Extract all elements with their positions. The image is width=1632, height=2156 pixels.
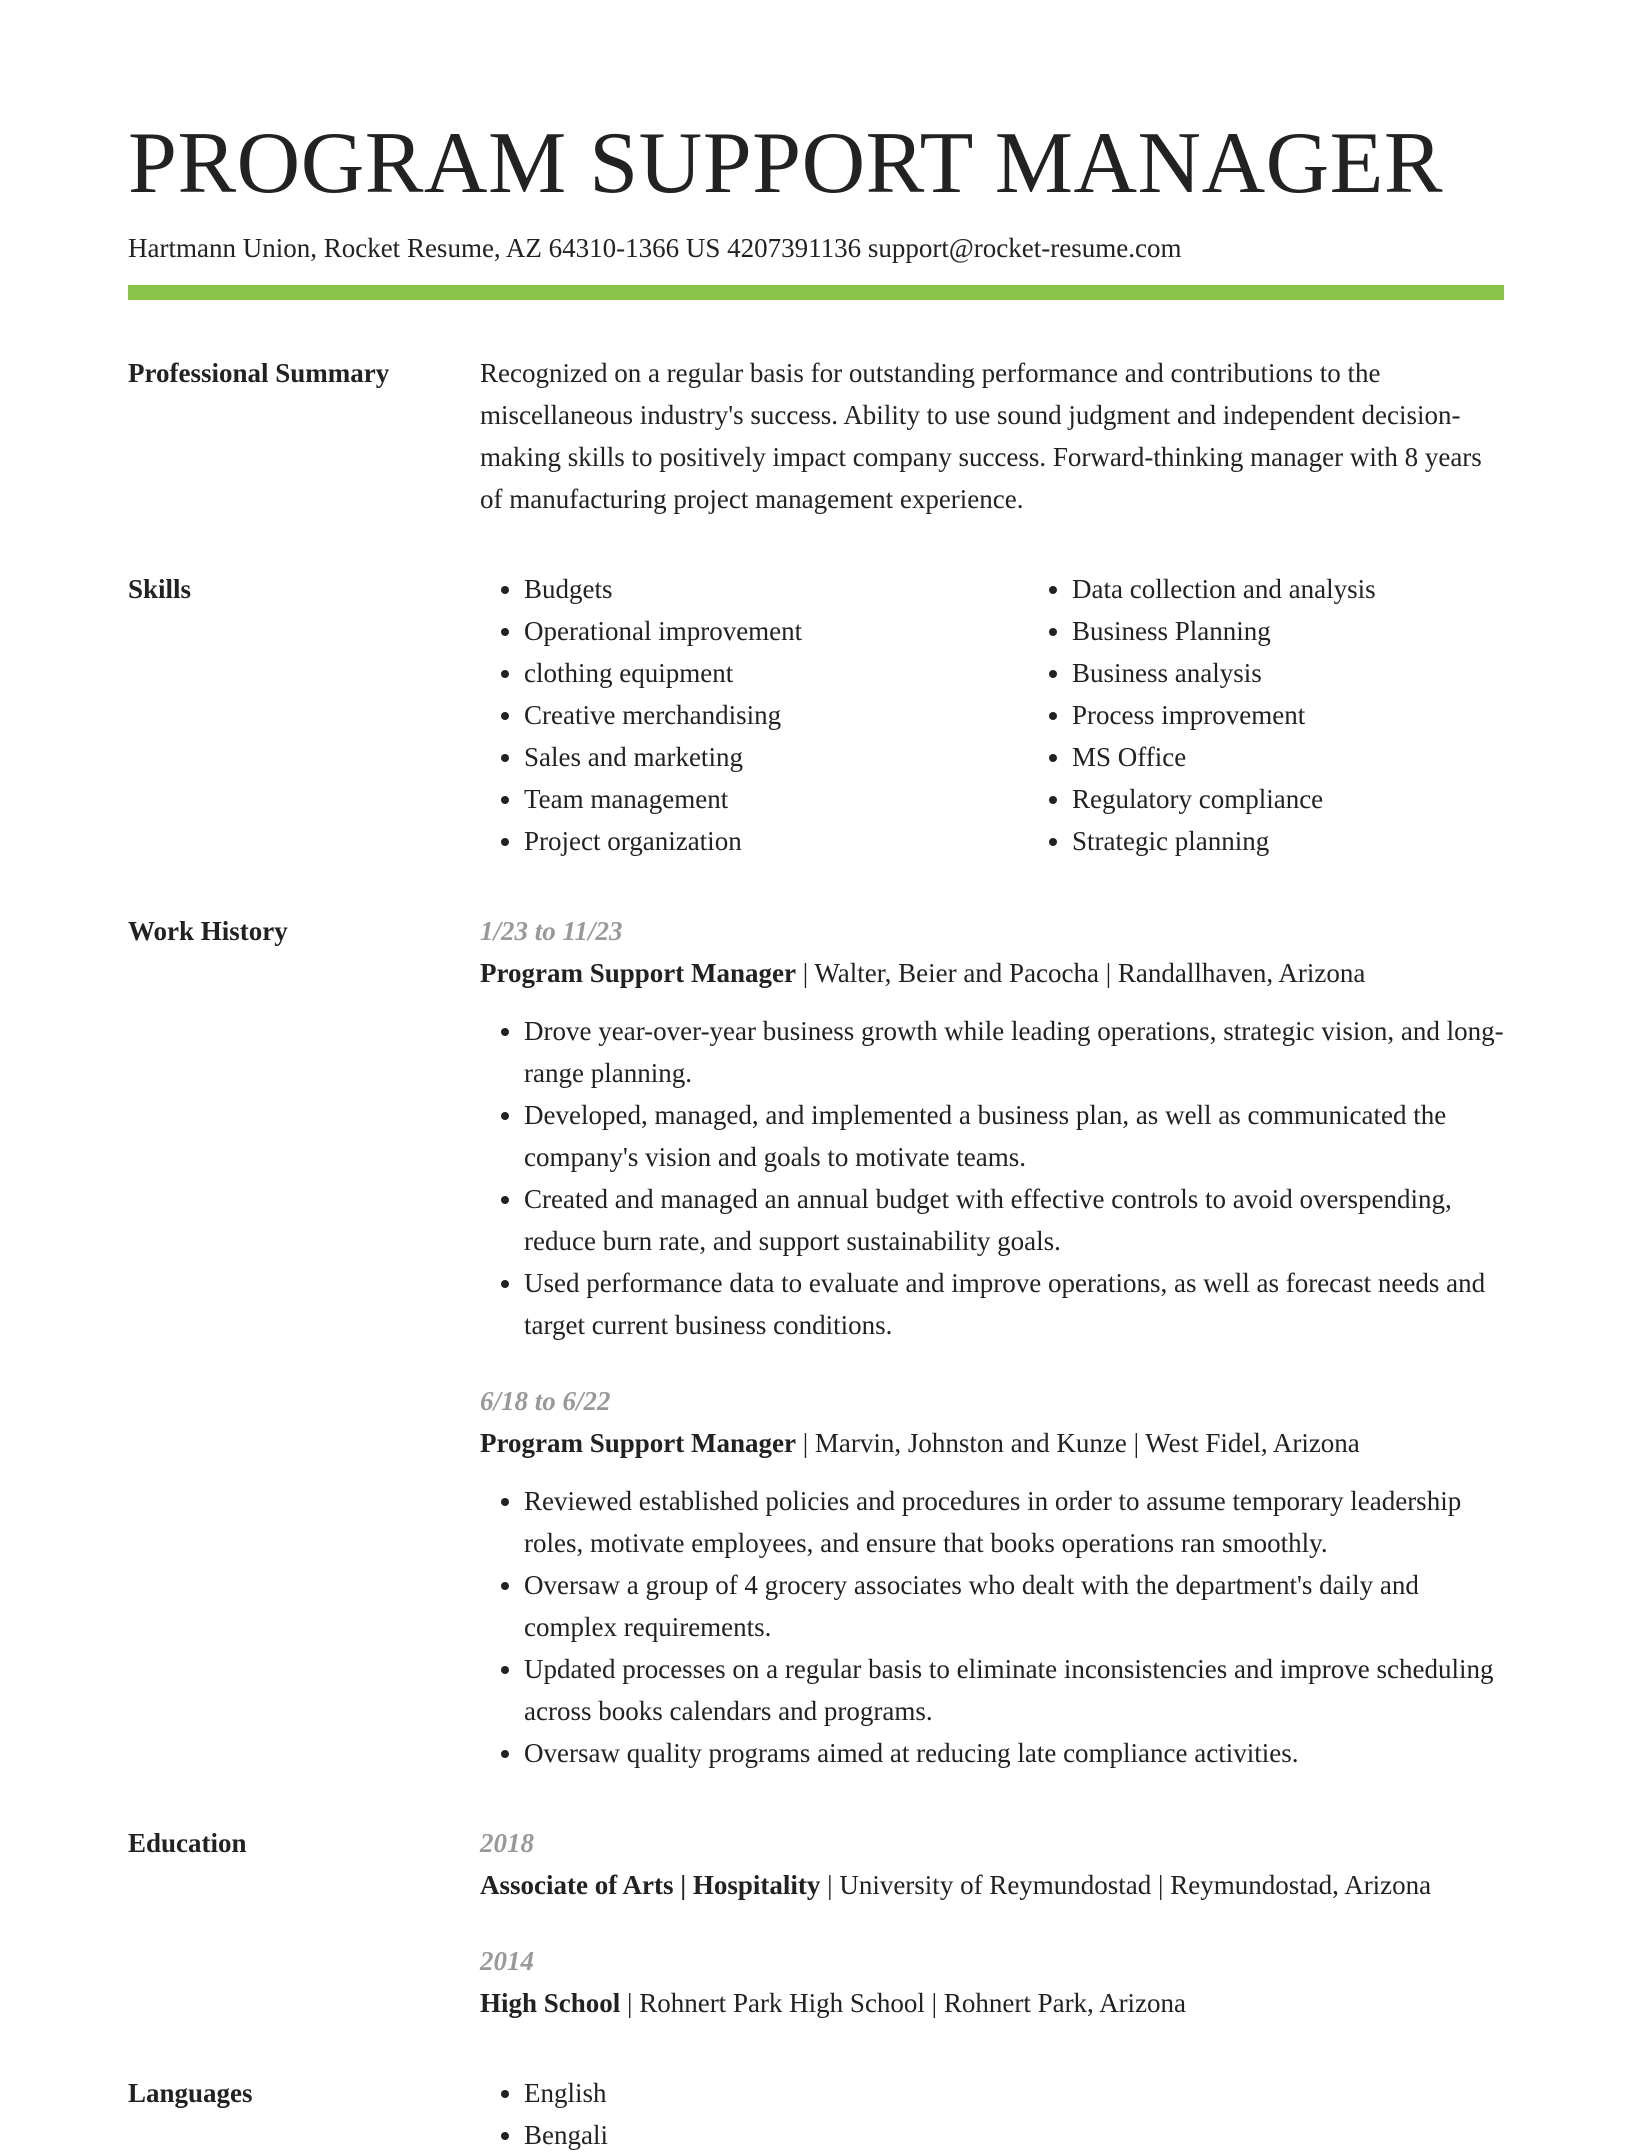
skill-item: • Regulatory compliance bbox=[1072, 778, 1576, 820]
job-role-line bbox=[480, 1422, 1504, 1464]
job-employer-location: | Walter, Beier and Pacocha | Randallhaven, Arizona bbox=[795, 957, 1366, 988]
skill-item: • Creative merchandising bbox=[524, 694, 1028, 736]
job-bullet: • Developed, managed, and implemented a business plan, as well as communicated the company's vision and goals to motivate teams. bbox=[524, 1094, 1504, 1178]
job-dates: 6/18 to 6/22 bbox=[480, 1385, 611, 1416]
job-bullet: • Updated processes on a regular basis to eliminate inconsistencies and improve scheduling across books calendars and programs. bbox=[524, 1648, 1504, 1732]
candidate-title: PROGRAM SUPPORT MANAGER bbox=[128, 115, 1444, 212]
job-bullet: • Oversaw quality programs aimed at reducing late compliance activities. bbox=[524, 1732, 1504, 1774]
job-bullet: • Oversaw a group of 4 grocery associates who dealt with the department's daily and complex requirements. bbox=[524, 1564, 1504, 1648]
languages-list bbox=[480, 2072, 1504, 2156]
skill-item: • Business Planning bbox=[1072, 610, 1576, 652]
summary-heading: Professional Summary bbox=[128, 357, 390, 388]
skills-heading: Skills bbox=[128, 573, 192, 604]
languages-heading: Languages bbox=[128, 2077, 253, 2108]
job-bullet: • Used performance data to evaluate and improve operations, as well as forecast needs and target current business conditions. bbox=[524, 1262, 1504, 1346]
summary-section bbox=[128, 352, 1504, 520]
job-role: Program Support Manager bbox=[480, 957, 796, 988]
contact-line: Hartmann Union, Rocket Resume, AZ 64310-1366 US 4207391136 support@rocket-resume.com bbox=[128, 233, 1182, 264]
job-role-line bbox=[480, 952, 1504, 994]
work-history-body bbox=[480, 910, 1504, 1774]
skill-item: • clothing equipment bbox=[524, 652, 1028, 694]
skill-item: • MS Office bbox=[1072, 736, 1576, 778]
skills-list bbox=[480, 568, 1576, 862]
skills-column-right bbox=[1028, 568, 1576, 862]
education-entry bbox=[480, 1940, 1504, 2024]
skill-item: • Operational improvement bbox=[524, 610, 1028, 652]
education-year: 2014 bbox=[480, 1945, 534, 1976]
work-history-section bbox=[128, 910, 1504, 1774]
education-year: 2018 bbox=[480, 1827, 534, 1858]
skill-item: • Budgets bbox=[524, 568, 1028, 610]
education-degree: High School bbox=[480, 1987, 621, 2018]
education-school-location: | Rohnert Park High School | Rohnert Park, Arizona bbox=[620, 1987, 1187, 2018]
education-section bbox=[128, 1822, 1504, 2024]
job-bullets bbox=[480, 1480, 1504, 1774]
languages-body bbox=[480, 2072, 1504, 2156]
language-item: • Bengali bbox=[524, 2114, 1504, 2156]
skills-section bbox=[128, 568, 1504, 862]
education-line bbox=[480, 1864, 1504, 1906]
language-item: • English bbox=[524, 2072, 1504, 2114]
skill-item: • Project organization bbox=[524, 820, 1028, 862]
job-bullet: • Created and managed an annual budget with effective controls to avoid overspending, reduce burn rate, and support sustainability goals. bbox=[524, 1178, 1504, 1262]
work-history-heading: Work History bbox=[128, 915, 288, 946]
job-entry bbox=[480, 1380, 1504, 1774]
summary-text: Recognized on a regular basis for outstanding performance and contributions to the miscellaneous industry's success. Ability to use sound judgment and independent decision-making skills to positively impact company success. Forward-thinking manager with 8 years of manufacturing project management experience. bbox=[480, 357, 1482, 514]
job-bullets bbox=[480, 1010, 1504, 1346]
skill-item: • Process improvement bbox=[1072, 694, 1576, 736]
skill-item: • Sales and marketing bbox=[524, 736, 1028, 778]
education-degree: Associate of Arts | Hospitality bbox=[480, 1869, 821, 1900]
job-bullet: • Drove year-over-year business growth while leading operations, strategic vision, and long-range planning. bbox=[524, 1010, 1504, 1094]
skill-item: • Strategic planning bbox=[1072, 820, 1576, 862]
skill-item: • Data collection and analysis bbox=[1072, 568, 1576, 610]
job-employer-location: | Marvin, Johnston and Kunze | West Fidel, Arizona bbox=[795, 1427, 1360, 1458]
job-dates: 1/23 to 11/23 bbox=[480, 915, 623, 946]
education-line bbox=[480, 1982, 1504, 2024]
skills-column-left bbox=[480, 568, 1028, 862]
skill-item: • Team management bbox=[524, 778, 1028, 820]
education-school-location: | University of Reymundostad | Reymundostad, Arizona bbox=[820, 1869, 1432, 1900]
skill-item: • Business analysis bbox=[1072, 652, 1576, 694]
accent-divider bbox=[128, 285, 1504, 300]
languages-section bbox=[128, 2072, 1504, 2156]
job-bullet: • Reviewed established policies and procedures in order to assume temporary leadership roles, motivate employees, and ensure that books operations ran smoothly. bbox=[524, 1480, 1504, 1564]
education-body bbox=[480, 1822, 1504, 2024]
education-heading: Education bbox=[128, 1827, 247, 1858]
job-entry bbox=[480, 910, 1504, 1346]
education-entry bbox=[480, 1822, 1504, 1906]
job-role: Program Support Manager bbox=[480, 1427, 796, 1458]
